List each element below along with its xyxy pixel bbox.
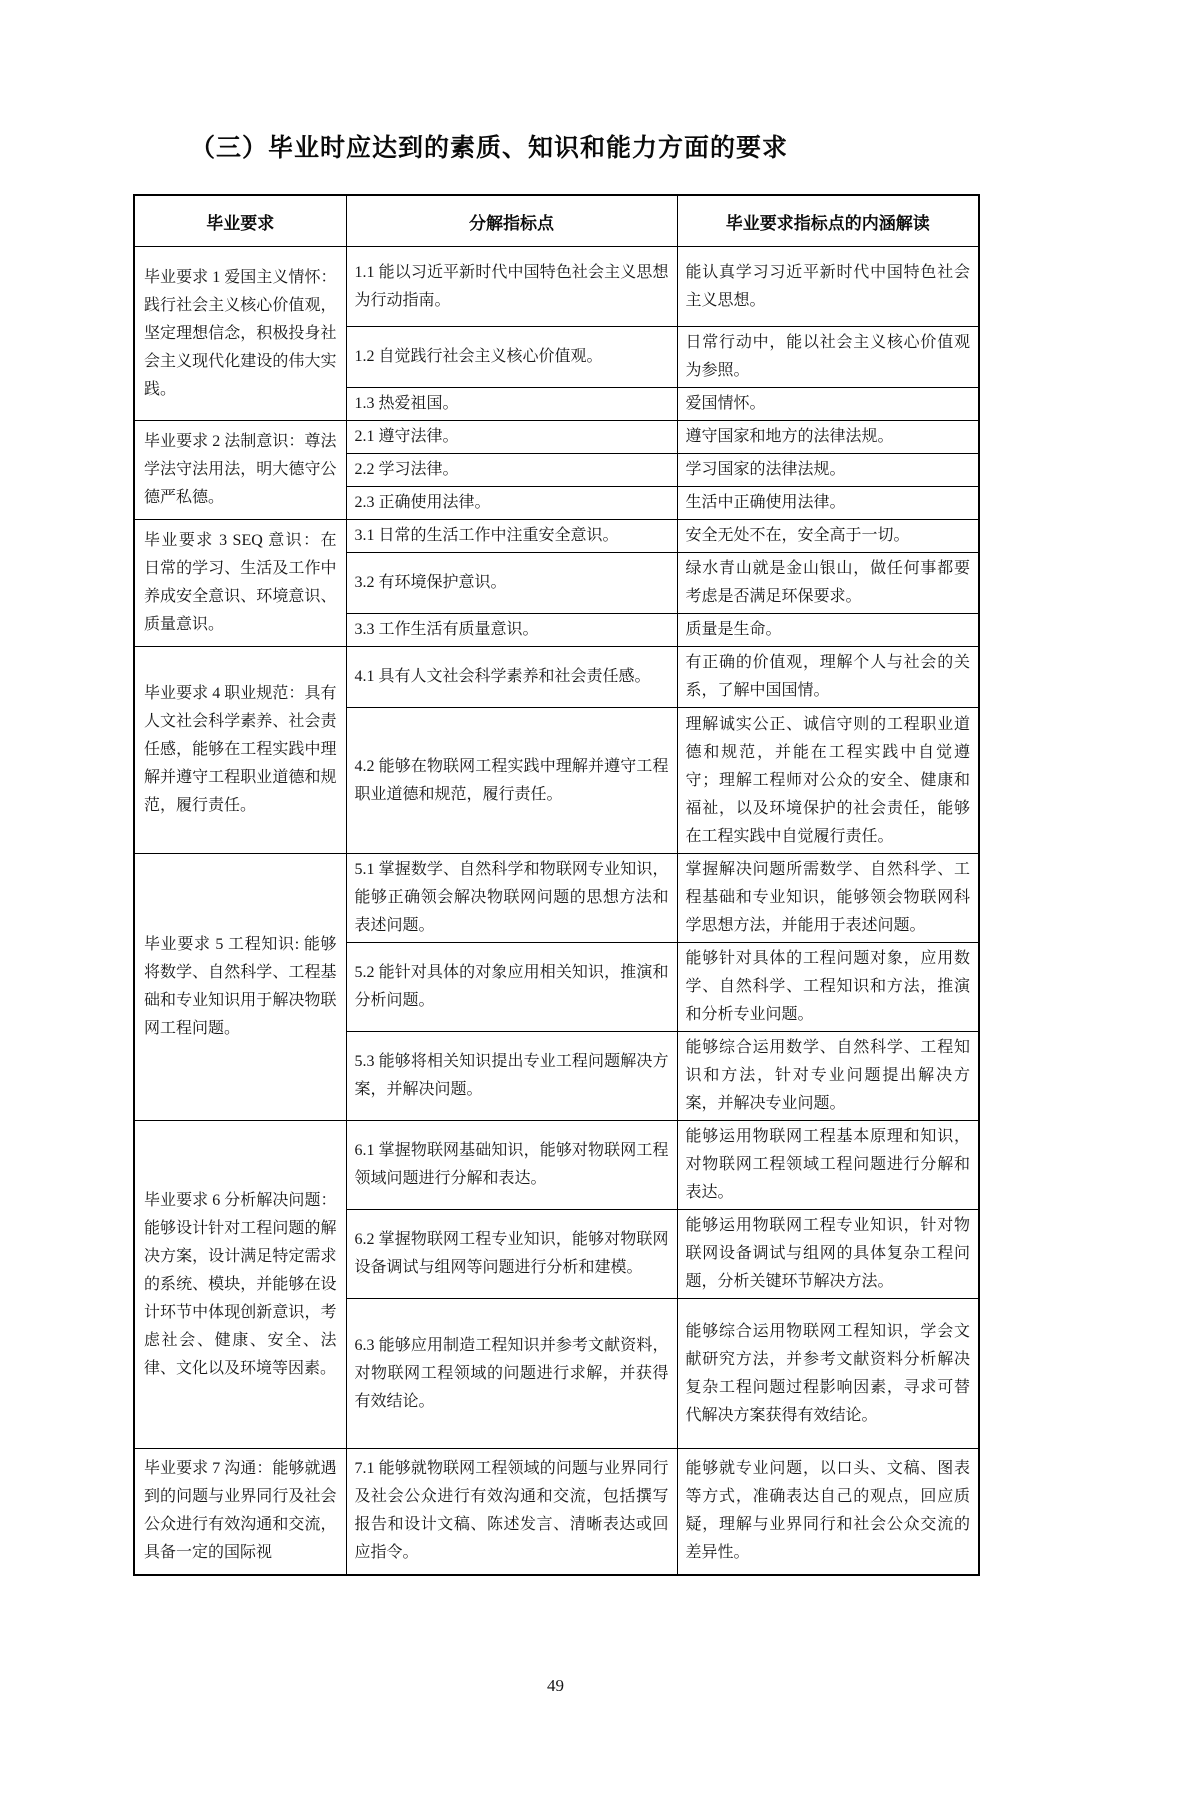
col-header-requirement: 毕业要求 <box>134 195 346 247</box>
indicator-cell-3-3: 3.3 工作生活有质量意识。 <box>346 614 677 647</box>
indicator-cell-1-2: 1.2 自觉践行社会主义核心价值观。 <box>346 327 677 388</box>
interpretation-cell-6-2: 能够运用物联网工程专业知识，针对物联网设备调试与组网的具体复杂工程问题，分析关键环节解决方法。 <box>677 1210 979 1299</box>
requirement-cell-2: 毕业要求 2 法制意识：尊法学法守法用法，明大德守公德严私德。 <box>134 421 346 520</box>
indicator-cell-7-1: 7.1 能够就物联网工程领域的问题与业界同行及社会公众进行有效沟通和交流，包括撰写报告和设计文稿、陈述发言、清晰表达或回应指令。 <box>346 1449 677 1575</box>
indicator-cell-3-2: 3.2 有环境保护意识。 <box>346 553 677 614</box>
indicator-cell-2-1: 2.1 遵守法律。 <box>346 421 677 454</box>
interpretation-cell-7-1: 能够就专业问题，以口头、文稿、图表等方式，准确表达自己的观点，回应质疑，理解与业界同行和社会公众交流的差异性。 <box>677 1449 979 1575</box>
interpretation-cell-5-2: 能够针对具体的工程问题对象，应用数学、自然科学、工程知识和方法，推演和分析专业问题。 <box>677 943 979 1032</box>
requirement-cell-6: 毕业要求 6 分析解决问题：能够设计针对工程问题的解决方案，设计满足特定需求的系统、模块，并能够在设计环节中体现创新意识，考虑社会、健康、安全、法律、文化以及环境等因素。 <box>134 1121 346 1449</box>
table-row <box>134 854 979 943</box>
table-header-row <box>134 195 979 247</box>
indicator-cell-4-2: 4.2 能够在物联网工程实践中理解并遵守工程职业道德和规范，履行责任。 <box>346 708 677 854</box>
table-row <box>134 1121 979 1210</box>
col-header-interpretation: 毕业要求指标点的内涵解读 <box>677 195 979 247</box>
requirement-cell-1: 毕业要求 1 爱国主义情怀：践行社会主义核心价值观，坚定理想信念，积极投身社会主义现代化建设的伟大实践。 <box>134 247 346 421</box>
table-row <box>134 247 979 327</box>
table-row <box>134 1449 979 1575</box>
interpretation-cell-1-2: 日常行动中，能以社会主义核心价值观为参照。 <box>677 327 979 388</box>
indicator-cell-5-2: 5.2 能针对具体的对象应用相关知识，推演和分析问题。 <box>346 943 677 1032</box>
interpretation-cell-4-1: 有正确的价值观，理解个人与社会的关系，了解中国国情。 <box>677 647 979 708</box>
indicator-cell-5-3: 5.3 能够将相关知识提出专业工程问题解决方案，并解决问题。 <box>346 1032 677 1121</box>
table-row <box>134 647 979 708</box>
indicator-cell-2-3: 2.3 正确使用法律。 <box>346 487 677 520</box>
table-row <box>134 421 979 454</box>
interpretation-cell-5-1: 掌握解决问题所需数学、自然科学、工程基础和专业知识，能够领会物联网科学思想方法，并能用于表述问题。 <box>677 854 979 943</box>
requirement-cell-4: 毕业要求 4 职业规范：具有人文社会科学素养、社会责任感，能够在工程实践中理解并遵守工程职业道德和规范，履行责任。 <box>134 647 346 854</box>
interpretation-cell-3-3: 质量是生命。 <box>677 614 979 647</box>
indicator-cell-6-2: 6.2 掌握物联网工程专业知识，能够对物联网设备调试与组网等问题进行分析和建模。 <box>346 1210 677 1299</box>
table-row <box>134 520 979 553</box>
graduation-requirements-table <box>133 194 980 1576</box>
requirement-cell-5: 毕业要求 5 工程知识: 能够将数学、自然科学、工程基础和专业知识用于解决物联网工程问题。 <box>134 854 346 1121</box>
interpretation-cell-1-3: 爱国情怀。 <box>677 388 979 421</box>
interpretation-cell-2-3: 生活中正确使用法律。 <box>677 487 979 520</box>
indicator-cell-2-2: 2.2 学习法律。 <box>346 454 677 487</box>
indicator-cell-5-1: 5.1 掌握数学、自然科学和物联网专业知识，能够正确领会解决物联网问题的思想方法和表述问题。 <box>346 854 677 943</box>
indicator-cell-6-3: 6.3 能够应用制造工程知识并参考文献资料，对物联网工程领域的问题进行求解，并获得有效结论。 <box>346 1299 677 1449</box>
col-header-indicator: 分解指标点 <box>346 195 677 247</box>
interpretation-cell-2-1: 遵守国家和地方的法律法规。 <box>677 421 979 454</box>
page-number: 49 <box>547 1675 564 1695</box>
interpretation-cell-6-1: 能够运用物联网工程基本原理和知识，对物联网工程领域工程问题进行分解和表达。 <box>677 1121 979 1210</box>
indicator-cell-1-1: 1.1 能以习近平新时代中国特色社会主义思想为行动指南。 <box>346 247 677 327</box>
interpretation-cell-1-1: 能认真学习习近平新时代中国特色社会主义思想。 <box>677 247 979 327</box>
interpretation-cell-4-2: 理解诚实公正、诚信守则的工程职业道德和规范，并能在工程实践中自觉遵守；理解工程师对公众的安全、健康和福祉，以及环境保护的社会责任，能够在工程实践中自觉履行责任。 <box>677 708 979 854</box>
indicator-cell-1-3: 1.3 热爱祖国。 <box>346 388 677 421</box>
interpretation-cell-2-2: 学习国家的法律法规。 <box>677 454 979 487</box>
indicator-cell-6-1: 6.1 掌握物联网基础知识，能够对物联网工程领域问题进行分解和表达。 <box>346 1121 677 1210</box>
interpretation-cell-6-3: 能够综合运用物联网工程知识，学会文献研究方法，并参考文献资料分析解决复杂工程问题过程影响因素，寻求可替代解决方案获得有效结论。 <box>677 1299 979 1449</box>
requirement-cell-3: 毕业要求 3 SEQ 意识：在日常的学习、生活及工作中养成安全意识、环境意识、质量意识。 <box>134 520 346 647</box>
interpretation-cell-3-2: 绿水青山就是金山银山，做任何事都要考虑是否满足环保要求。 <box>677 553 979 614</box>
section-title: （三）毕业时应达到的素质、知识和能力方面的要求 <box>190 134 789 162</box>
interpretation-cell-5-3: 能够综合运用数学、自然科学、工程知识和方法，针对专业问题提出解决方案，并解决专业问题。 <box>677 1032 979 1121</box>
indicator-cell-4-1: 4.1 具有人文社会科学素养和社会责任感。 <box>346 647 677 708</box>
requirement-cell-7: 毕业要求 7 沟通：能够就遇到的问题与业界同行及社会公众进行有效沟通和交流，具备一定的国际视 <box>134 1449 346 1575</box>
document-page <box>0 128 1191 1696</box>
interpretation-cell-3-1: 安全无处不在，安全高于一切。 <box>677 520 979 553</box>
indicator-cell-3-1: 3.1 日常的生活工作中注重安全意识。 <box>346 520 677 553</box>
